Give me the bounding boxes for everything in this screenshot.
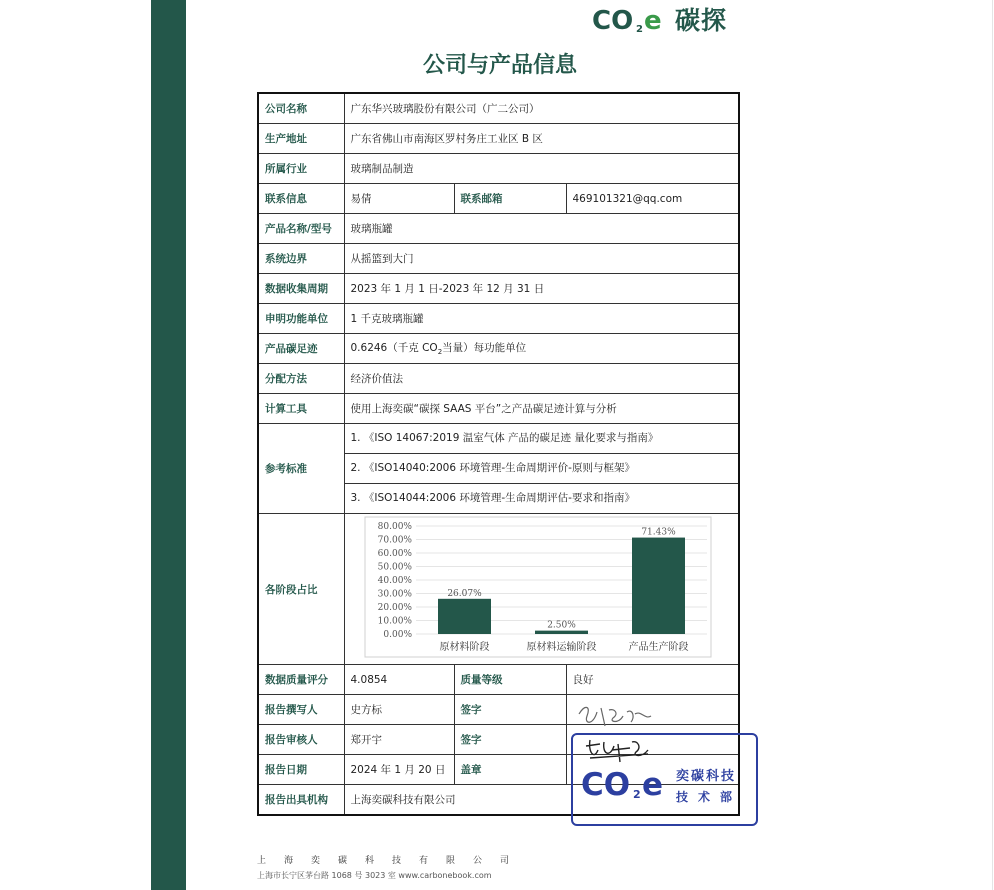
- y-tick-label: 0.00%: [382, 630, 412, 640]
- allocation-value: 经济价值法: [344, 364, 739, 394]
- row-label: 产品碳足迹: [258, 334, 344, 364]
- date-value: 2024 年 1 月 20 日: [344, 755, 454, 785]
- sign-label: 签字: [454, 725, 566, 755]
- row-label: 分配方法: [258, 364, 344, 394]
- grade-value: 良好: [566, 665, 739, 695]
- author-signature-icon: [575, 700, 655, 732]
- seal-line: 奕碳科技: [676, 769, 737, 784]
- table-row: [258, 214, 739, 244]
- email-value: 469101321@qq.com: [566, 184, 739, 214]
- y-tick-label: 30.00%: [377, 589, 412, 600]
- row-label: 报告撰写人: [258, 695, 344, 725]
- period-value: 2023 年 1 月 1 日-2023 年 12 月 31 日: [344, 274, 739, 304]
- svg-text:e: e: [644, 6, 662, 34]
- footprint-subscript: 2: [437, 348, 443, 357]
- author-value: 史方标: [344, 695, 454, 725]
- product-value: 玻璃瓶罐: [344, 214, 739, 244]
- page-edge: [992, 0, 993, 890]
- data-label: 71.43%: [640, 527, 676, 538]
- stamp-label: 盖章: [454, 755, 566, 785]
- footprint-suffix: 当量）每功能单位: [442, 342, 527, 355]
- table-row: [258, 334, 739, 364]
- issuer-value: 上海奕碳科技有限公司: [344, 785, 739, 816]
- row-label: 报告出具机构: [258, 785, 344, 816]
- bar: [632, 538, 685, 634]
- x-tick-label: 原材料运输阶段: [526, 642, 596, 653]
- company-name-value: 广东华兴玻璃股份有限公司（广二公司）: [344, 93, 739, 124]
- row-label: 数据收集周期: [258, 274, 344, 304]
- table-row: [258, 154, 739, 184]
- row-label: 报告审核人: [258, 725, 344, 755]
- footprint-prefix: 0.6246（千克 CO: [350, 342, 438, 355]
- y-tick-label: 60.00%: [377, 549, 412, 559]
- side-band: [151, 0, 186, 890]
- contact-value: 易倩: [344, 184, 454, 214]
- svg-text:2: 2: [633, 788, 641, 801]
- sign-label: 签字: [454, 695, 566, 725]
- standards-list: [344, 424, 739, 514]
- footer-address: 上海市长宁区茅台路 1068 号 3023 室 www.carbonebook.com: [257, 871, 492, 880]
- y-tick-label: 70.00%: [377, 535, 412, 546]
- logo-text: 碳探: [675, 6, 728, 35]
- table-row: [258, 184, 739, 214]
- table-row: [258, 244, 739, 274]
- row-label: 计算工具: [258, 394, 344, 424]
- stage-share-chart: [345, 514, 738, 661]
- table-row: [258, 695, 739, 725]
- row-label: 各阶段占比: [258, 514, 344, 665]
- tool-value: 使用上海奕碳“碳探 SAAS 平台”之产品碳足迹计算与分析: [344, 394, 739, 424]
- company-seal: [571, 733, 758, 826]
- standard-item: 1. 《ISO 14067:2019 温室气体 产品的碳足迹 量化要求与指南》: [345, 424, 739, 454]
- footprint-value: [344, 334, 739, 364]
- y-tick-label: 10.00%: [377, 616, 412, 627]
- industry-value: 玻璃制品制造: [344, 154, 739, 184]
- row-label: 数据质量评分: [258, 665, 344, 695]
- row-label: 所属行业: [258, 154, 344, 184]
- seal-line: 技术部: [676, 790, 743, 804]
- co2e-logo-icon: [592, 4, 674, 34]
- brand-logo: [592, 2, 727, 36]
- y-tick-label: 50.00%: [377, 562, 412, 573]
- address-value: 广东省佛山市南海区罗村务庄工业区 B 区: [344, 124, 739, 154]
- standard-item: 2. 《ISO14040:2006 环境管理-生命周期评价-原则与框架》: [345, 454, 739, 484]
- y-tick-label: 40.00%: [377, 576, 412, 586]
- row-label: 产品名称/型号: [258, 214, 344, 244]
- standard-item: 3. 《ISO14044:2006 环境管理-生命周期评估-要求和指南》: [350, 492, 635, 504]
- info-table: [257, 92, 743, 816]
- row-label: 生产地址: [258, 124, 344, 154]
- table-row: [258, 394, 739, 424]
- footer-company: 上海奕碳科技有限公司: [257, 856, 528, 866]
- svg-text:CO: CO: [592, 6, 634, 34]
- table-row: [258, 364, 739, 394]
- table-row: [258, 93, 739, 124]
- bar: [535, 631, 588, 634]
- boundary-value: 从摇篮到大门: [344, 244, 739, 274]
- reviewer-value: 郑开宇: [344, 725, 454, 755]
- table-row: [258, 514, 739, 665]
- co2e-seal-icon: [581, 765, 673, 801]
- row-label: 报告日期: [258, 755, 344, 785]
- table-row: [258, 304, 739, 334]
- email-label: 联系邮箱: [454, 184, 566, 214]
- table-row: [258, 124, 739, 154]
- row-label: 参考标准: [258, 424, 344, 514]
- data-label: 2.50%: [546, 620, 576, 631]
- x-tick-label: 产品生产阶段: [628, 642, 688, 653]
- bar: [438, 599, 491, 634]
- row-label: 系统边界: [258, 244, 344, 274]
- data-label: 26.07%: [446, 588, 482, 599]
- svg-text:2: 2: [636, 24, 643, 34]
- row-label: 联系信息: [258, 184, 344, 214]
- table-row: [258, 424, 739, 514]
- table-row: [258, 274, 739, 304]
- y-tick-label: 20.00%: [377, 603, 412, 613]
- chart-cell: [344, 514, 739, 665]
- page-title: 公司与产品信息: [422, 53, 577, 78]
- quality-score-value: 4.0854: [344, 665, 454, 695]
- y-tick-label: 80.00%: [377, 522, 412, 532]
- functional-unit-value: 1 千克玻璃瓶罐: [344, 304, 739, 334]
- x-tick-label: 原材料阶段: [439, 642, 489, 653]
- row-label: 公司名称: [258, 93, 344, 124]
- row-label: 申明功能单位: [258, 304, 344, 334]
- table-row: [258, 665, 739, 695]
- svg-text:CO: CO: [581, 767, 631, 801]
- svg-text:e: e: [642, 767, 664, 801]
- grade-label: 质量等级: [454, 665, 566, 695]
